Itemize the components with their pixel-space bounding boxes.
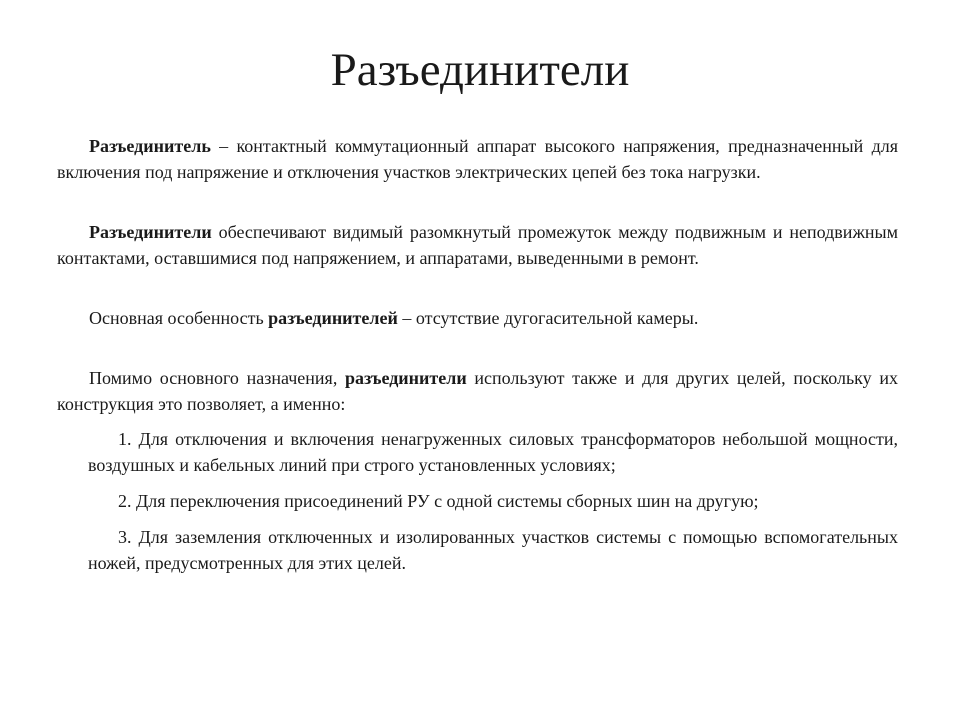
list-text: Для отключения и включения ненагруженных силовых трансформаторов небольшой мощности, воздушных и кабельных линий при строго установленных условиях; <box>88 429 898 475</box>
paragraph-text: используют также и для других целей, поскольку их конструкция это позволяет, а именно: <box>57 368 898 414</box>
paragraph-text: Помимо основного назначения, <box>89 368 346 388</box>
paragraph-text: – контактный коммутационный аппарат высокого напряжения, предназначенный для включения под напряжение и отключения участков электрических цепей без тока нагрузки. <box>57 136 898 182</box>
term-bold: Разъединитель <box>89 136 211 156</box>
list-text: Для заземления отключенных и изолированных участков системы с помощью вспомогательных ножей, предусмотренных для этих целей. <box>88 527 898 573</box>
term-bold: Разъединители <box>89 222 212 242</box>
uses-list <box>57 426 898 576</box>
slide-title: Разъединители <box>330 44 630 96</box>
list-item <box>88 524 898 576</box>
paragraph-text: – отсутствие дугогасительной камеры. <box>397 308 699 328</box>
list-text: Для переключения присоединений РУ с одной системы сборных шин на другую; <box>131 491 759 511</box>
list-number: 1. <box>118 429 132 449</box>
slide-body <box>57 133 898 586</box>
term-bold: разъединители <box>345 368 467 388</box>
list-number: 3. <box>118 527 132 547</box>
paragraph-text: обеспечивают видимый разомкнутый промежуток между подвижным и неподвижным контактами, оставшимися под напряжением, и аппаратами, выведенными в ремонт. <box>57 222 898 268</box>
list-item <box>88 426 898 478</box>
paragraph-text: Основная особенность <box>89 308 269 328</box>
other-uses-paragraph <box>57 365 898 417</box>
function-paragraph <box>57 219 898 271</box>
list-number: 2. <box>118 491 132 511</box>
list-item <box>88 488 898 514</box>
definition-paragraph <box>57 133 898 185</box>
feature-paragraph <box>57 305 898 331</box>
term-bold: разъединителей <box>268 308 398 328</box>
